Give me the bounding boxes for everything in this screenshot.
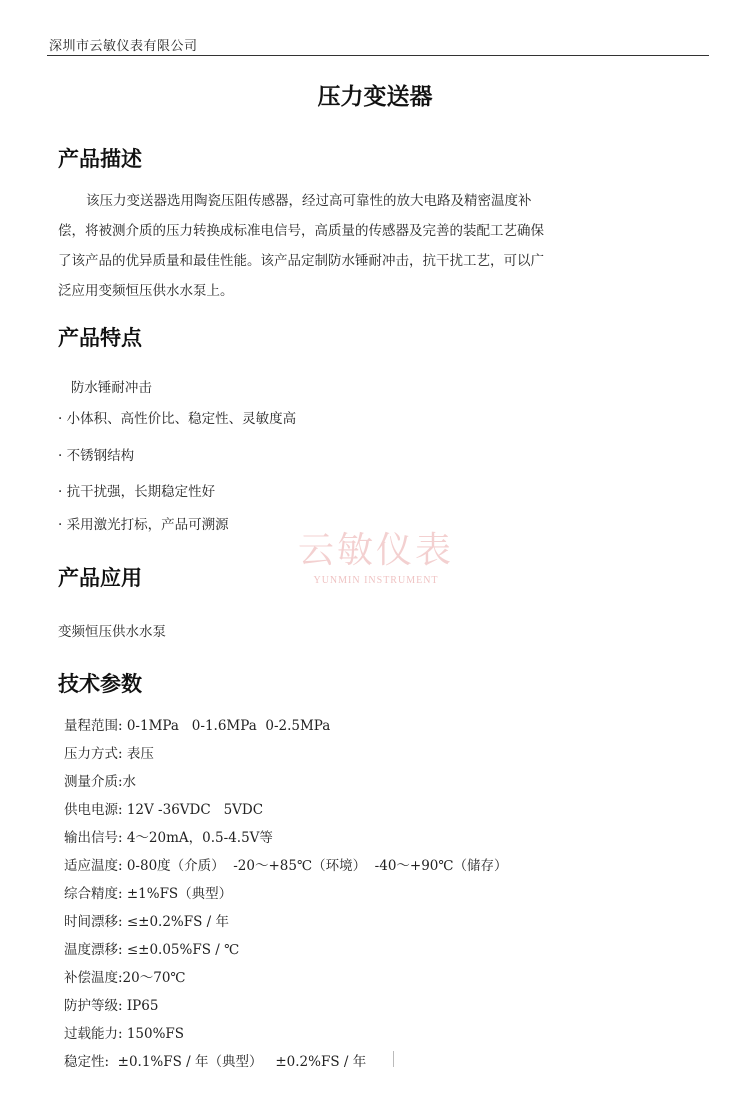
page-title: 压力变送器	[317, 84, 433, 110]
header-divider	[47, 55, 709, 56]
watermark-en: YUNMIN INSTRUMENT	[313, 575, 439, 586]
application-text: 变频恒压供水水泵	[58, 624, 166, 640]
spec-item: 防护等级: IP65	[64, 998, 159, 1014]
spec-item: 稳定性: ±0.1%FS / 年（典型） ±0.2%FS / 年	[64, 1054, 367, 1070]
spec-item: 综合精度: ±1%FS（典型）	[64, 886, 233, 902]
spec-item: 过载能力: 150%FS	[64, 1026, 185, 1042]
spec-item: 输出信号: 4～20mA，0.5-4.5V等	[64, 830, 273, 846]
spec-item: 补偿温度:20～70℃	[64, 970, 186, 986]
text-caret	[393, 1051, 394, 1067]
feature-item: · 抗干扰强，长期稳定性好	[58, 484, 216, 500]
section-heading-features: 产品特点	[58, 326, 142, 350]
spec-item: 压力方式: 表压	[64, 746, 154, 762]
section-heading-description: 产品描述	[58, 147, 142, 171]
spec-item: 适应温度: 0-80度（介质） -20～+85℃（环境） -40～+90℃（储存）	[64, 858, 508, 874]
spec-item: 量程范围: 0-1MPa 0-1.6MPa 0-2.5MPa	[64, 718, 331, 734]
spec-item: 测量介质:水	[64, 774, 137, 790]
watermark-cn: 云敏仪表	[298, 530, 455, 571]
spec-item: 温度漂移: ≤±0.05%FS / ℃	[64, 942, 240, 958]
description-paragraph: 该压力变送器选用陶瓷压阻传感器，经过高可靠性的放大电路及精密温度补偿，将被测介质的压力转换成标准电信号，高质量的传感器及完善的装配工艺确保了该产品的优异质量和最佳性能。该产品定制防水锤耐冲击，抗干扰工艺，可以广泛应用变频恒压供水水泵上。	[58, 193, 544, 299]
spec-item: 供电电源: 12V -36VDC 5VDC	[64, 802, 264, 818]
section-heading-specs: 技术参数	[58, 672, 142, 696]
feature-item: · 采用激光打标，产品可溯源	[58, 517, 229, 533]
section-heading-application: 产品应用	[58, 566, 142, 590]
feature-item: · 小体积、高性价比、稳定性、灵敏度高	[58, 411, 297, 427]
header-company-name: 深圳市云敏仪表有限公司	[49, 39, 198, 54]
feature-item: · 不锈钢结构	[58, 448, 135, 464]
feature-item: 防水锤耐冲击	[58, 380, 152, 396]
watermark-logo	[298, 522, 454, 586]
spec-item: 时间漂移: ≤±0.2%FS / 年	[64, 914, 230, 930]
